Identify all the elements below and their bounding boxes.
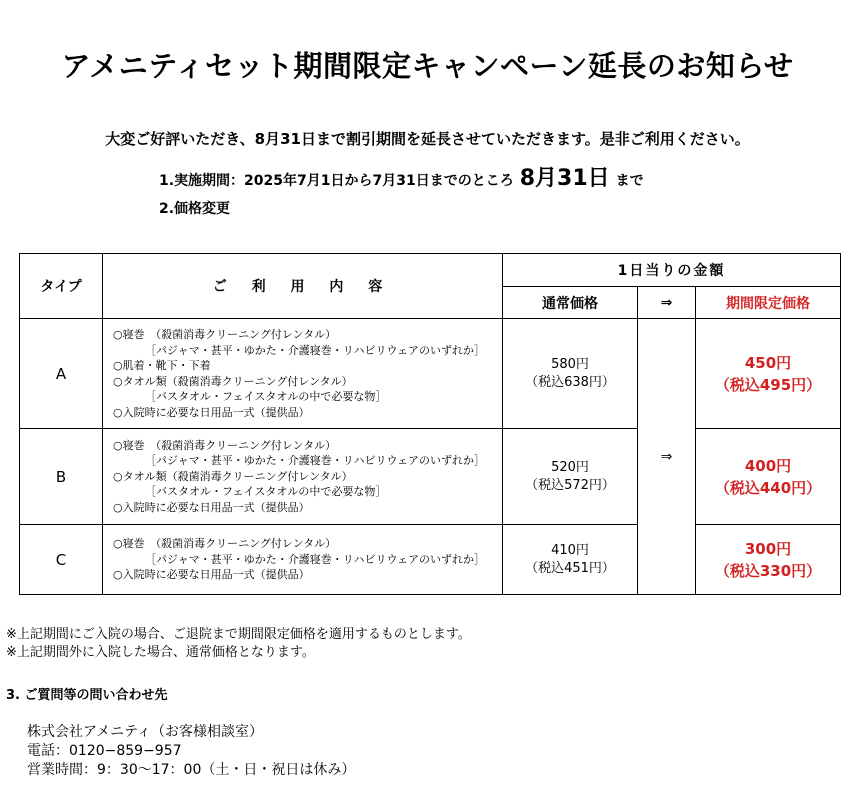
content-line: ［パジャマ・甚平・ゆかた・介護寝巻・リハビリウェアのいずれか］ <box>145 454 486 468</box>
content-line: ○入院時に必要な日用品一式（提供品） <box>113 500 310 514</box>
regular-price: 580円 <box>551 356 589 372</box>
content-line: ○寝巻 （殺菌消毒クリーニング付レンタル） <box>113 438 337 452</box>
limited-price-cell <box>696 525 841 595</box>
content-line: ［バスタオル・フェイスタオルの中で必要な物］ <box>145 485 387 499</box>
limited-price: 300円 <box>744 539 792 558</box>
contact-hours: 営業時間：9：30〜17：00（土・日・祝日は休み） <box>27 762 356 778</box>
regular-price-cell <box>503 319 638 429</box>
header-arrow: ⇒ <box>638 287 696 319</box>
limited-price: 400円 <box>744 456 792 475</box>
regular-price: 520円 <box>551 459 589 475</box>
notice-title: アメニティセット期間限定キャンペーン延長のお知らせ <box>61 49 794 83</box>
content-line: ［パジャマ・甚平・ゆかた・介護寝巻・リハビリウェアのいずれか］ <box>145 552 486 566</box>
content-line: ○入院時に必要な日用品一式（提供品） <box>113 568 310 582</box>
period-suffix: まで <box>615 173 644 189</box>
limited-price: 450円 <box>744 353 792 372</box>
content-line: ○タオル類（殺菌消毒クリーニング付レンタル） <box>113 469 353 483</box>
content-line: ○タオル類（殺菌消毒クリーニング付レンタル） <box>113 374 353 388</box>
implementation-period <box>159 161 644 192</box>
limited-price-cell <box>696 319 841 429</box>
content-line: ○肌着・靴下・下着 <box>113 359 211 372</box>
table-row <box>20 429 841 525</box>
limited-price-tax: （税込440円） <box>714 478 822 497</box>
limited-price-tax: （税込330円） <box>714 561 822 580</box>
note-line: ※上記期間にご入院の場合、ご退院まで期間限定価格を適用するものとします。 <box>6 627 471 642</box>
contact-company: 株式会社アメニティ（お客様相談室） <box>27 724 264 740</box>
contact-block <box>27 723 355 780</box>
table-row <box>20 525 841 595</box>
regular-price-tax: （税込638円） <box>525 374 615 390</box>
content-cell <box>103 319 503 429</box>
price-change-heading: 2.価格変更 <box>159 201 231 217</box>
type-cell: A <box>20 319 103 429</box>
header-daily-amount: 1日当りの金額 <box>503 254 841 287</box>
header-type: タイプ <box>20 254 103 319</box>
regular-price-tax: （税込572円） <box>525 477 615 493</box>
limited-price-tax: （税込495円） <box>714 375 822 394</box>
content-cell <box>103 525 503 595</box>
contact-heading: 3. ご質問等の問い合わせ先 <box>6 688 168 703</box>
contact-phone: 電話：0120−859−957 <box>27 743 182 759</box>
content-cell <box>103 429 503 525</box>
regular-price: 410円 <box>551 542 589 558</box>
header-regular-price: 通常価格 <box>503 287 638 319</box>
limited-price-cell <box>696 429 841 525</box>
regular-price-tax: （税込451円） <box>525 560 615 576</box>
price-table <box>19 253 841 595</box>
content-line: ○入院時に必要な日用品一式（提供品） <box>113 405 310 419</box>
regular-price-cell <box>503 525 638 595</box>
type-cell: C <box>20 525 103 595</box>
note-line: ※上記期間外に入院した場合、通常価格となります。 <box>6 645 315 660</box>
header-limited-price: 期間限定価格 <box>696 287 841 319</box>
header-content: ご 利 用 内 容 <box>103 254 503 319</box>
content-line: ［パジャマ・甚平・ゆかた・介護寝巻・リハビリウェアのいずれか］ <box>145 343 486 357</box>
period-label: 1.実施期間：2025年7月1日から7月31日までのところ <box>159 173 514 189</box>
type-cell: B <box>20 429 103 525</box>
period-highlight: 8月31日 <box>519 166 610 191</box>
lead-text: 大変ご好評いただき、8月31日まで割引期間を延長させていただきます。是非ご利用ください。 <box>105 130 750 148</box>
content-line: ○寝巻 （殺菌消毒クリーニング付レンタル） <box>113 328 337 341</box>
content-line: ［バスタオル・フェイスタオルの中で必要な物］ <box>145 390 387 403</box>
arrow-cell <box>638 319 696 595</box>
notes <box>6 626 471 662</box>
right-arrow-icon: ⇒ <box>660 448 673 465</box>
content-line: ○寝巻 （殺菌消毒クリーニング付レンタル） <box>113 537 337 551</box>
table-row <box>20 319 841 429</box>
regular-price-cell <box>503 429 638 525</box>
